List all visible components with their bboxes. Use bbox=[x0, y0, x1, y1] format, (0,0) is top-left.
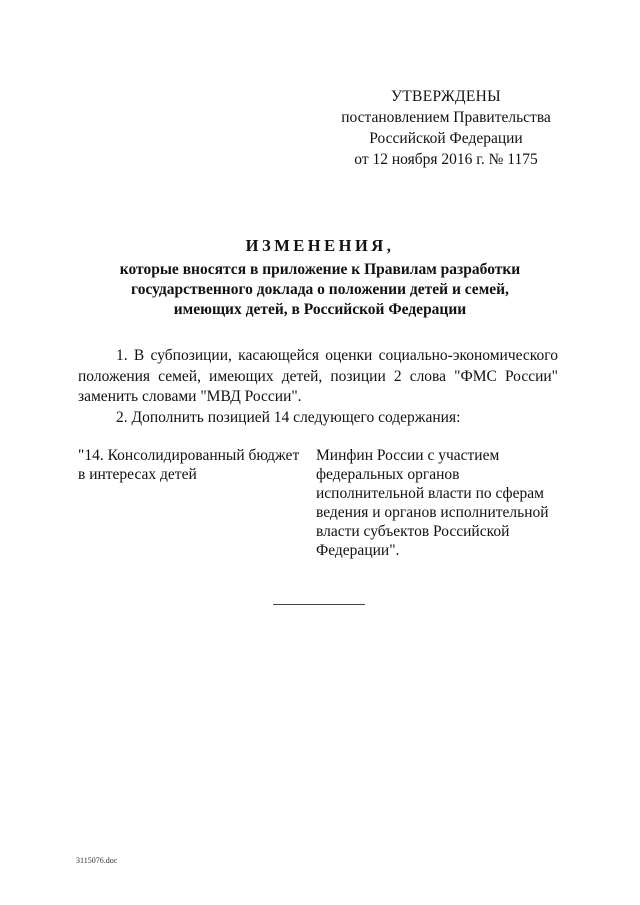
table-cell-line: ведения и органов исполнительной bbox=[316, 504, 549, 521]
end-divider bbox=[273, 604, 365, 605]
heading-subtitle bbox=[60, 260, 580, 320]
approval-block bbox=[330, 86, 562, 170]
paragraph-1: 1. В субпозиции, касающейся оценки социально-экономического положения семей, имеющих детей, позиции 2 слова "ФМС России" заменить словами "МВД России". bbox=[78, 347, 558, 405]
table-cell-line: Минфин России с участием bbox=[316, 447, 500, 464]
heading-subtitle-line: имеющих детей, в Российской Федерации bbox=[173, 301, 467, 318]
paragraph-2: 2. Дополнить позицией 14 следующего содержания: bbox=[116, 408, 461, 426]
document-body bbox=[78, 346, 558, 428]
approval-title: УТВЕРЖДЕНЫ bbox=[391, 88, 501, 105]
table-cell-line: в интересах детей bbox=[78, 466, 197, 483]
table-cell-line: власти субъектов Российской bbox=[316, 523, 510, 540]
table-cell-line: Федерации". bbox=[316, 542, 400, 559]
heading-subtitle-line: которые вносятся в приложение к Правилам разработки bbox=[119, 261, 521, 278]
approval-date-line: от 12 ноября 2016 г. № 1175 bbox=[354, 151, 538, 168]
table-column-indicator bbox=[78, 446, 303, 484]
table-cell-line: федеральных органов bbox=[316, 466, 460, 483]
table-cell-line: исполнительной власти по сферам bbox=[316, 485, 544, 502]
table-cell-line: "14. Консолидированный бюджет bbox=[78, 447, 300, 464]
heading-title: ИЗМЕНЕНИЯ, bbox=[245, 236, 395, 255]
footer-filename: 3115076.doc bbox=[76, 856, 118, 865]
approval-line: постановлением Правительства bbox=[341, 109, 551, 126]
document-heading bbox=[60, 234, 580, 320]
heading-subtitle-line: государственного доклада о положении детей и семей, bbox=[131, 281, 509, 298]
table-column-responsible bbox=[316, 446, 556, 560]
approval-line: Российской Федерации bbox=[369, 130, 523, 147]
